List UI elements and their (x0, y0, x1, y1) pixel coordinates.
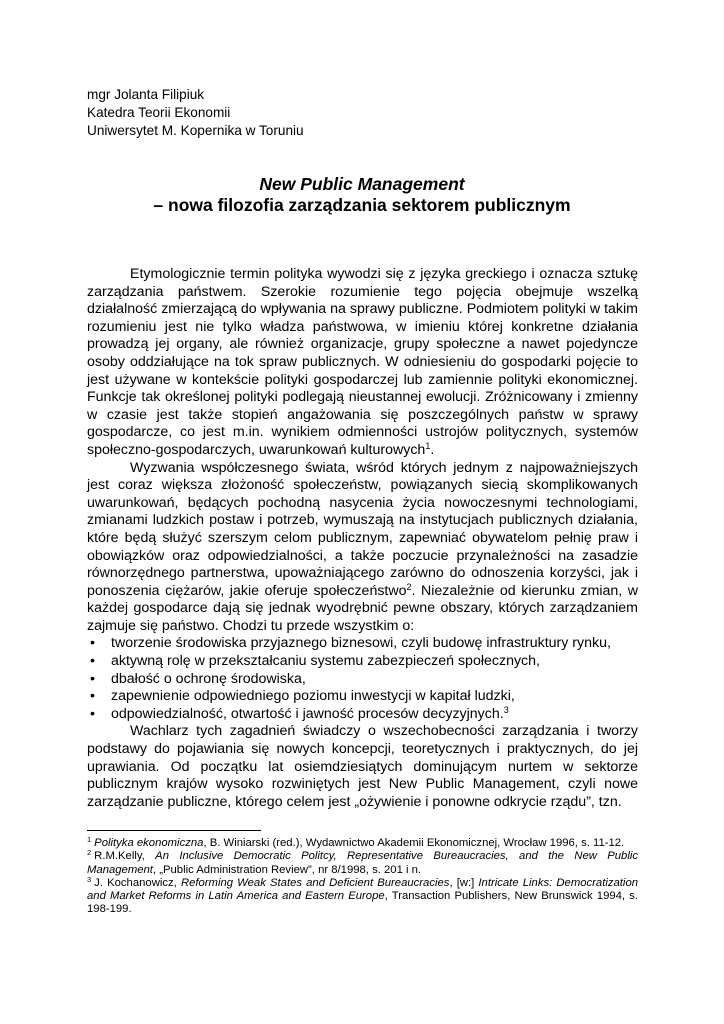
paragraph-2 (87, 460, 638, 636)
paragraph-1-text: Etymologicznie termin polityka wywodzi się z języka greckiego i oznacza sztukę zarządzania państwem. Szerokie rozumienie tego pojęcia obejmuje wszelką działalność zmierzającą do wpływania na sprawy publiczne. Podmiotem polityki w takim rozumieniu jest nie tylko władza państwowa, w imieniu której konkretne działania prowadzą jej organy, ale również organizacje, grupy społeczne a nawet pojedyncze osoby oddziałujące na tok spraw publicznych. W odniesieniu do gospodarki pojęcie to jest używane w kontekście polityki gospodarczej lub zamiennie polityki ekonomicznej. Funkcje tak określonej polityki podlegają nieustannej ewolucji. Zróżnicowany i zmienny w czasie jest także stopień angażowania się poszczególnych państw w sprawy gospodarcze, co jest m.in. wynikiem odmienności ustrojów politycznych, systemów społeczno-gospodarczych, uwarunkowań kulturowych (87, 266, 638, 458)
footnote-1-title: Polityka ekonomiczna (94, 837, 204, 849)
author-department: Katedra Teorii Ekonomii (87, 105, 231, 120)
bullet-item (87, 653, 638, 671)
author-university: Uniwersytet M. Kopernika w Toruniu (87, 123, 304, 138)
footnote-ref-3: 3 (503, 704, 509, 715)
footnote-2-title: An Inclusive Democratic Politcy, Representative Bureaucracies, and the New Public Management (87, 850, 638, 876)
paragraph-2-text: Wyzwania współczesnego świata, wśród których jednym z najpoważniejszych jest coraz większa złożoność społeczeństw, powiązanych siecią skomplikowanych uwarunkowań, będących pochodną nasycenia życia nowoczesnymi technologiami, zmianami ludzkich postaw i potrzeb, wymuszają na instytucjach publicznych działania, które będą służyć szerszym celom publicznym, zapewniać obywatelom pełnię praw i obowiązków oraz odpowiedzialności, a także poczucie przynależności na zasadzie równorzędnego partnerstwa, upoważniającego zarówno do odnoszenia korzyści, jak i ponoszenia ciężarów, jakie oferuje społeczeństwo (87, 459, 638, 599)
paragraph-1 (87, 266, 638, 460)
footnote-1 (87, 837, 638, 850)
author-name: mgr Jolanta Filipiuk (87, 87, 205, 102)
bullet-item-text: tworzenie środowiska przyjaznego biznesowi, czyli budowę infrastruktury rynku, (111, 635, 611, 652)
title-line-1: New Public Management (259, 174, 465, 194)
footnote-number: 1 (87, 835, 92, 844)
footnote-separator (87, 830, 261, 831)
bullet-item (87, 706, 638, 724)
bullet-item (87, 635, 638, 653)
footnote-2-text: , „Public Administration Review”, nr 8/1998, s. 201 i n. (152, 863, 422, 876)
bullet-list (87, 635, 638, 723)
paragraph-2-tail: . Niezależnie od kierunku zmian, w każdej gospodarce dają się jednak wyodrębnić pewne obszary, których zarządzaniem zajmuje się państwo. Chodzi tu przede wszystkim o: (87, 582, 638, 634)
title-line-2: – nowa filozofia zarządzania sektorem publicznym (153, 195, 571, 215)
footnote-1-text: , B. Winiarski (red.), Wydawnictwo Akademii Ekonomicznej, Wrocław 1996, s. 11-12. (203, 837, 625, 849)
bullet-item-text: odpowiedzialność, otwartość i jawność procesów decyzyjnych. (111, 705, 504, 722)
footnote-2 (87, 850, 638, 877)
footnote-3-text: , Transaction Publishers, New Brunswick 1994, s. 198-199. (87, 890, 638, 916)
footnote-3-title: Reforming Weak States and Deficient Bureaucracies (180, 876, 450, 889)
footnote-ref-2: 2 (406, 581, 412, 592)
footnote-3-book-title: Intricate Links: Democratization and Market Reforms in Latin America and Eastern Europe (87, 876, 639, 903)
bullet-item (87, 688, 638, 706)
paragraph-3: Wachlarz tych zagadnień świadczy o wszechobecności zarządzania i tworzy podstawy do pojawiania się nowych koncepcji, teoretycznych i praktycznych, do jej uprawiania. Od początku lat osiemdziesiątych dominującym nurtem w sektorze publicznym krajów wysoko rozwiniętych jest New Public Management, czyli nowe zarządzanie publiczne, którego celem jest „ożywienie i ponowne odkrycie rządu”, tzn. (87, 723, 638, 810)
footnote-3-mid: , [w:] (449, 876, 479, 889)
footnote-3 (87, 874, 639, 917)
paragraph-1-end: . (430, 441, 435, 458)
bullet-item (87, 671, 638, 689)
bullet-item-text: zapewnienie odpowiedniego poziomu inwestycji w kapitał ludzki, (111, 688, 515, 705)
footnote-3-author: J. Kochanowicz, (94, 876, 181, 889)
bullet-item-text: dbałość o ochronę środowiska, (111, 670, 306, 687)
author-block (87, 86, 304, 140)
footnote-number: 3 (87, 874, 92, 884)
bullet-item-text: aktywną rolę w przekształcaniu systemu zabezpieczeń społecznych, (111, 653, 540, 670)
footnote-ref-1: 1 (425, 440, 431, 451)
article-body (87, 266, 638, 811)
footnote-number: 2 (87, 848, 92, 858)
footnote-2-author: R.M.Kelly, (94, 850, 156, 863)
footnotes (87, 837, 638, 917)
